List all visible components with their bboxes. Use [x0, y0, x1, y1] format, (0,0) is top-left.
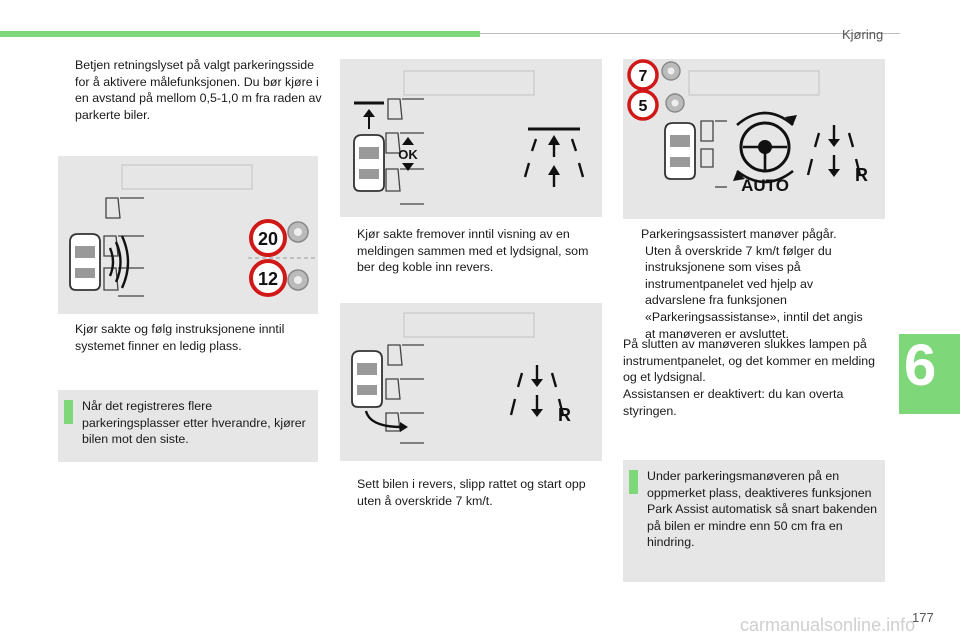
watermark: carmanualsonline.info	[740, 615, 916, 635]
reverse-gear-label: R	[855, 165, 868, 185]
col1-step-1: Betjen retningslyset på valgt parkeringsside for å aktivere målefunksjonen. Du bør kjøre i en avstand på mellom 0,5-1,0 m fra raden av parkerte biler.	[75, 58, 322, 122]
info-note-text: Når det registreres flere parkeringsplasser etter hverandre, kjører bilen mot den siste.	[82, 399, 306, 447]
chapter-number: 6	[904, 333, 937, 398]
info-note-col1	[58, 390, 318, 462]
info-icon	[629, 470, 638, 494]
col3-step-1-line1: Parkeringsassistert manøver pågår.	[641, 227, 837, 241]
info-note-col3	[623, 460, 885, 582]
reverse-gear-label: R	[558, 405, 571, 425]
info-icon	[64, 400, 73, 424]
col2-step-1: Kjør sakte fremover inntil visning av en meldingen sammen med et lydsignal, som ber deg koble inn revers.	[357, 227, 589, 275]
header-accent-bar	[0, 31, 480, 37]
col3-para-end: På slutten av manøveren slukkes lampen på instrumentpanelet, og det kommer en melding og et lydsignal.	[623, 337, 876, 385]
col2-step-2: Sett bilen i revers, slipp rattet og start opp uten å overskride 7 km/t.	[357, 477, 586, 508]
speed-sign-20: 20	[257, 229, 279, 249]
figure-drive-forward	[340, 59, 602, 217]
figure-searching-space	[58, 156, 318, 314]
info-note-text: Under parkeringsmanøveren på en oppmerket plass, deaktiveres funksjonen Park Assist automatisk så snart bakenden på bilen er mindre enn 50 cm fra en hindring.	[647, 469, 878, 550]
speed-sign-12: 12	[257, 269, 279, 289]
header-rule	[480, 33, 900, 34]
col3-step-1	[641, 226, 881, 342]
col3-step-1-rest: Uten å overskride 7 km/t følger du instruksjonene som vises på instrumentpanelet ved hjelp av advarslene fra funksjonen «Parkeringsassistanse», inntil det angis at manøveren er avsluttet.	[645, 243, 863, 341]
section-title: Kjøring	[842, 27, 884, 42]
speed-sign-7: 7	[638, 68, 648, 85]
col3-para-deactivated: Assistansen er deaktivert: du kan overta styringen.	[623, 387, 844, 418]
col1-step-2: Kjør sakte og følg instruksjonene inntil systemet finner en ledig plass.	[75, 322, 285, 353]
page-number: 177	[912, 610, 934, 625]
figure-maneuver-in-progress	[623, 59, 885, 219]
auto-label: AUTO	[741, 176, 789, 195]
figure-reverse	[340, 303, 602, 461]
speed-sign-5: 5	[638, 98, 648, 115]
ok-label: OK	[398, 147, 418, 162]
